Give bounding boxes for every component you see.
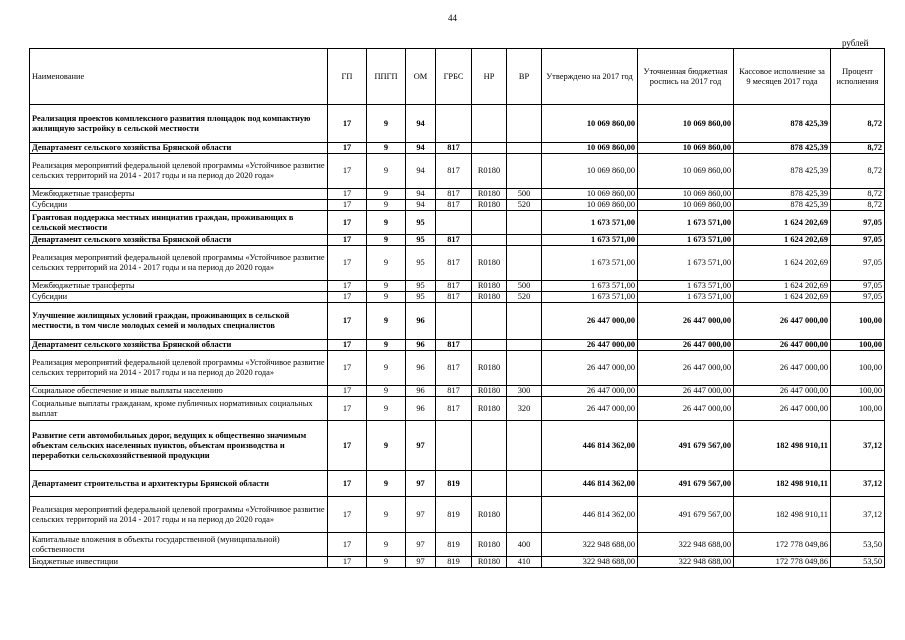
cell-ppgp: 9 [367, 303, 406, 340]
cell-ppgp: 9 [367, 557, 406, 568]
cell-vr: 400 [507, 533, 542, 557]
cell-ppgp: 9 [367, 292, 406, 303]
cell-np: R0180 [472, 200, 507, 211]
cell-name: Департамент сельского хозяйства Брянской области [30, 143, 328, 154]
header-vr: ВР [507, 49, 542, 105]
cell-refined: 1 673 571,00 [638, 211, 734, 235]
cell-ppgp: 9 [367, 211, 406, 235]
table-row [30, 246, 885, 281]
cell-np [472, 105, 507, 143]
cell-name: Социальное обеспечение и иные выплаты населению [30, 386, 328, 397]
cell-ppgp: 9 [367, 471, 406, 497]
cell-refined: 491 679 567,00 [638, 497, 734, 533]
cell-name: Межбюджетные трансферты [30, 281, 328, 292]
cell-gp: 17 [328, 235, 367, 246]
header-gp: ГП [328, 49, 367, 105]
cell-gp: 17 [328, 340, 367, 351]
cell-np: R0180 [472, 351, 507, 386]
cell-percent: 100,00 [831, 351, 885, 386]
cell-percent: 100,00 [831, 397, 885, 421]
cell-om: 97 [406, 533, 436, 557]
cell-vr: 320 [507, 397, 542, 421]
cell-approved: 1 673 571,00 [542, 292, 638, 303]
cell-percent: 8,72 [831, 154, 885, 189]
cell-cash: 1 624 202,69 [734, 246, 831, 281]
cell-vr: 520 [507, 292, 542, 303]
cell-refined: 26 447 000,00 [638, 386, 734, 397]
cell-np: R0180 [472, 246, 507, 281]
cell-name: Капитальные вложения в объекты государственной (муниципальной) собственности [30, 533, 328, 557]
table-row [30, 105, 885, 143]
table-row [30, 200, 885, 211]
cell-percent: 100,00 [831, 340, 885, 351]
cell-grbs: 817 [436, 143, 472, 154]
cell-refined: 322 948 688,00 [638, 557, 734, 568]
cell-percent: 97,05 [831, 246, 885, 281]
cell-vr [507, 105, 542, 143]
table-row [30, 386, 885, 397]
cell-grbs [436, 105, 472, 143]
cell-om: 94 [406, 105, 436, 143]
cell-om: 97 [406, 471, 436, 497]
cell-approved: 10 069 860,00 [542, 189, 638, 200]
cell-ppgp: 9 [367, 154, 406, 189]
cell-percent: 100,00 [831, 303, 885, 340]
cell-vr [507, 143, 542, 154]
cell-grbs: 819 [436, 557, 472, 568]
cell-grbs: 819 [436, 533, 472, 557]
cell-percent: 97,05 [831, 281, 885, 292]
table-row [30, 235, 885, 246]
cell-approved: 26 447 000,00 [542, 386, 638, 397]
cell-np: R0180 [472, 497, 507, 533]
cell-refined: 26 447 000,00 [638, 397, 734, 421]
cell-gp: 17 [328, 200, 367, 211]
cell-approved: 10 069 860,00 [542, 200, 638, 211]
cell-om: 96 [406, 340, 436, 351]
cell-percent: 37,12 [831, 497, 885, 533]
cell-np [472, 421, 507, 471]
header-name: Наименование [30, 49, 328, 105]
cell-vr [507, 497, 542, 533]
cell-grbs: 817 [436, 340, 472, 351]
cell-approved: 10 069 860,00 [542, 143, 638, 154]
cell-name: Реализация мероприятий федеральной целевой программы «Устойчивое развитие сельских территорий на 2014 - 2017 годы и на период до 2020 года» [30, 154, 328, 189]
cell-np [472, 143, 507, 154]
cell-cash: 1 624 202,69 [734, 235, 831, 246]
cell-om: 95 [406, 235, 436, 246]
cell-gp: 17 [328, 557, 367, 568]
cell-gp: 17 [328, 497, 367, 533]
cell-ppgp: 9 [367, 281, 406, 292]
cell-ppgp: 9 [367, 421, 406, 471]
cell-np: R0180 [472, 292, 507, 303]
cell-vr [507, 340, 542, 351]
cell-vr: 520 [507, 200, 542, 211]
cell-percent: 8,72 [831, 189, 885, 200]
header-refined: Уточненная бюджетная роспись на 2017 год [638, 49, 734, 105]
cell-name: Субсидии [30, 292, 328, 303]
cell-grbs: 817 [436, 281, 472, 292]
cell-approved: 1 673 571,00 [542, 281, 638, 292]
cell-np [472, 235, 507, 246]
cell-name: Департамент строительства и архитектуры Брянской области [30, 471, 328, 497]
cell-cash: 26 447 000,00 [734, 351, 831, 386]
cell-approved: 26 447 000,00 [542, 397, 638, 421]
cell-om: 97 [406, 557, 436, 568]
cell-vr [507, 421, 542, 471]
cell-cash: 878 425,39 [734, 105, 831, 143]
cell-vr: 500 [507, 281, 542, 292]
units-label: рублей [842, 38, 869, 48]
table-row [30, 154, 885, 189]
table-row [30, 421, 885, 471]
cell-percent: 37,12 [831, 421, 885, 471]
table-row [30, 397, 885, 421]
table-body [30, 105, 885, 568]
cell-grbs: 817 [436, 246, 472, 281]
cell-om: 96 [406, 303, 436, 340]
cell-gp: 17 [328, 421, 367, 471]
cell-cash: 26 447 000,00 [734, 303, 831, 340]
cell-refined: 10 069 860,00 [638, 143, 734, 154]
cell-percent: 97,05 [831, 292, 885, 303]
cell-om: 94 [406, 143, 436, 154]
cell-cash: 172 778 049,86 [734, 557, 831, 568]
cell-grbs [436, 303, 472, 340]
cell-vr [507, 303, 542, 340]
cell-vr [507, 246, 542, 281]
cell-approved: 1 673 571,00 [542, 211, 638, 235]
cell-vr [507, 235, 542, 246]
cell-percent: 53,50 [831, 533, 885, 557]
cell-grbs: 817 [436, 200, 472, 211]
cell-name: Грантовая поддержка местных инициатив граждан, проживающих в сельской местности [30, 211, 328, 235]
cell-cash: 878 425,39 [734, 154, 831, 189]
cell-grbs: 817 [436, 189, 472, 200]
cell-ppgp: 9 [367, 246, 406, 281]
cell-om: 94 [406, 200, 436, 211]
cell-ppgp: 9 [367, 533, 406, 557]
cell-refined: 26 447 000,00 [638, 351, 734, 386]
cell-gp: 17 [328, 303, 367, 340]
cell-name: Реализация мероприятий федеральной целевой программы «Устойчивое развитие сельских территорий на 2014 - 2017 годы и на период до 2020 года» [30, 351, 328, 386]
cell-percent: 97,05 [831, 235, 885, 246]
cell-name: Межбюджетные трансферты [30, 189, 328, 200]
cell-percent: 8,72 [831, 105, 885, 143]
table-row [30, 292, 885, 303]
cell-name: Социальные выплаты гражданам, кроме публичных нормативных социальных выплат [30, 397, 328, 421]
cell-percent: 37,12 [831, 471, 885, 497]
table-header-row [30, 49, 885, 105]
cell-name: Субсидии [30, 200, 328, 211]
cell-approved: 10 069 860,00 [542, 105, 638, 143]
cell-gp: 17 [328, 105, 367, 143]
cell-np [472, 303, 507, 340]
cell-vr [507, 351, 542, 386]
table-row [30, 303, 885, 340]
cell-om: 95 [406, 246, 436, 281]
cell-grbs: 817 [436, 292, 472, 303]
table-row [30, 340, 885, 351]
cell-ppgp: 9 [367, 235, 406, 246]
table-row [30, 533, 885, 557]
cell-gp: 17 [328, 143, 367, 154]
cell-vr [507, 154, 542, 189]
cell-gp: 17 [328, 397, 367, 421]
cell-cash: 878 425,39 [734, 200, 831, 211]
table-row [30, 557, 885, 568]
cell-approved: 1 673 571,00 [542, 235, 638, 246]
cell-gp: 17 [328, 189, 367, 200]
cell-np [472, 211, 507, 235]
page-number: 44 [448, 13, 457, 23]
cell-cash: 1 624 202,69 [734, 211, 831, 235]
cell-name: Развитие сети автомобильных дорог, ведущих к общественно значимым объектам сельских населенных пунктов, объектам производства и переработки сельскохозяйственной продукции [30, 421, 328, 471]
cell-om: 94 [406, 189, 436, 200]
cell-np: R0180 [472, 557, 507, 568]
cell-name: Бюджетные инвестиции [30, 557, 328, 568]
cell-vr: 410 [507, 557, 542, 568]
cell-np: R0180 [472, 533, 507, 557]
cell-refined: 10 069 860,00 [638, 189, 734, 200]
cell-np: R0180 [472, 189, 507, 200]
cell-gp: 17 [328, 292, 367, 303]
cell-gp: 17 [328, 211, 367, 235]
cell-cash: 172 778 049,86 [734, 533, 831, 557]
cell-name: Департамент сельского хозяйства Брянской области [30, 340, 328, 351]
cell-approved: 446 814 362,00 [542, 421, 638, 471]
cell-approved: 10 069 860,00 [542, 154, 638, 189]
cell-om: 96 [406, 386, 436, 397]
cell-gp: 17 [328, 246, 367, 281]
cell-percent: 97,05 [831, 211, 885, 235]
cell-cash: 26 447 000,00 [734, 340, 831, 351]
cell-om: 97 [406, 497, 436, 533]
header-om: ОМ [406, 49, 436, 105]
cell-refined: 26 447 000,00 [638, 303, 734, 340]
cell-np: R0180 [472, 281, 507, 292]
cell-refined: 10 069 860,00 [638, 200, 734, 211]
cell-cash: 878 425,39 [734, 143, 831, 154]
cell-approved: 26 447 000,00 [542, 351, 638, 386]
cell-cash: 26 447 000,00 [734, 386, 831, 397]
cell-refined: 322 948 688,00 [638, 533, 734, 557]
cell-ppgp: 9 [367, 397, 406, 421]
cell-np: R0180 [472, 386, 507, 397]
cell-name: Улучшение жилищных условий граждан, проживающих в сельской местности, в том числе молодых семей и молодых специалистов [30, 303, 328, 340]
cell-percent: 53,50 [831, 557, 885, 568]
cell-om: 97 [406, 421, 436, 471]
cell-refined: 10 069 860,00 [638, 154, 734, 189]
cell-cash: 182 498 910,11 [734, 497, 831, 533]
cell-cash: 1 624 202,69 [734, 292, 831, 303]
budget-table [29, 48, 885, 568]
table-row [30, 471, 885, 497]
cell-refined: 26 447 000,00 [638, 340, 734, 351]
cell-ppgp: 9 [367, 386, 406, 397]
cell-ppgp: 9 [367, 497, 406, 533]
cell-refined: 1 673 571,00 [638, 292, 734, 303]
cell-grbs: 817 [436, 397, 472, 421]
cell-ppgp: 9 [367, 143, 406, 154]
cell-name: Реализация мероприятий федеральной целевой программы «Устойчивое развитие сельских территорий на 2014 - 2017 годы и на период до 2020 года» [30, 497, 328, 533]
cell-om: 96 [406, 397, 436, 421]
cell-ppgp: 9 [367, 200, 406, 211]
cell-refined: 1 673 571,00 [638, 235, 734, 246]
cell-grbs: 819 [436, 497, 472, 533]
cell-vr: 500 [507, 189, 542, 200]
cell-om: 94 [406, 154, 436, 189]
cell-approved: 26 447 000,00 [542, 303, 638, 340]
cell-approved: 446 814 362,00 [542, 497, 638, 533]
cell-cash: 878 425,39 [734, 189, 831, 200]
cell-vr [507, 471, 542, 497]
header-cash: Кассовое исполнение за 9 месяцев 2017 года [734, 49, 831, 105]
cell-om: 95 [406, 292, 436, 303]
cell-gp: 17 [328, 281, 367, 292]
cell-approved: 1 673 571,00 [542, 246, 638, 281]
header-grbs: ГРБС [436, 49, 472, 105]
cell-grbs: 819 [436, 471, 472, 497]
table-row [30, 497, 885, 533]
cell-percent: 8,72 [831, 143, 885, 154]
cell-name: Реализация мероприятий федеральной целевой программы «Устойчивое развитие сельских территорий на 2014 - 2017 годы и на период до 2020 года» [30, 246, 328, 281]
cell-gp: 17 [328, 154, 367, 189]
cell-grbs: 817 [436, 235, 472, 246]
cell-gp: 17 [328, 471, 367, 497]
cell-grbs [436, 421, 472, 471]
cell-ppgp: 9 [367, 105, 406, 143]
cell-om: 95 [406, 281, 436, 292]
cell-np [472, 340, 507, 351]
cell-grbs: 817 [436, 351, 472, 386]
table-row [30, 351, 885, 386]
cell-approved: 446 814 362,00 [542, 471, 638, 497]
cell-percent: 8,72 [831, 200, 885, 211]
cell-approved: 322 948 688,00 [542, 533, 638, 557]
cell-ppgp: 9 [367, 189, 406, 200]
cell-np: R0180 [472, 154, 507, 189]
cell-grbs: 817 [436, 386, 472, 397]
cell-approved: 322 948 688,00 [542, 557, 638, 568]
cell-refined: 491 679 567,00 [638, 471, 734, 497]
cell-ppgp: 9 [367, 340, 406, 351]
cell-grbs: 817 [436, 154, 472, 189]
cell-name: Департамент сельского хозяйства Брянской области [30, 235, 328, 246]
cell-cash: 26 447 000,00 [734, 397, 831, 421]
cell-om: 95 [406, 211, 436, 235]
cell-om: 96 [406, 351, 436, 386]
cell-cash: 182 498 910,11 [734, 421, 831, 471]
cell-name: Реализация проектов комплексного развития площадок под компактную жилищную застройку в сельской местности [30, 105, 328, 143]
table-row [30, 211, 885, 235]
header-ppgp: ППГП [367, 49, 406, 105]
cell-np: R0180 [472, 397, 507, 421]
cell-vr [507, 211, 542, 235]
cell-gp: 17 [328, 351, 367, 386]
table-row [30, 143, 885, 154]
header-percent: Процент исполнения [831, 49, 885, 105]
cell-refined: 10 069 860,00 [638, 105, 734, 143]
table-row [30, 189, 885, 200]
header-np: НР [472, 49, 507, 105]
cell-cash: 182 498 910,11 [734, 471, 831, 497]
header-approved: Утверждено на 2017 год [542, 49, 638, 105]
table-row [30, 281, 885, 292]
cell-gp: 17 [328, 533, 367, 557]
cell-vr: 300 [507, 386, 542, 397]
cell-grbs [436, 211, 472, 235]
cell-cash: 1 624 202,69 [734, 281, 831, 292]
cell-gp: 17 [328, 386, 367, 397]
cell-percent: 100,00 [831, 386, 885, 397]
cell-refined: 1 673 571,00 [638, 246, 734, 281]
cell-np [472, 471, 507, 497]
cell-refined: 491 679 567,00 [638, 421, 734, 471]
cell-ppgp: 9 [367, 351, 406, 386]
cell-refined: 1 673 571,00 [638, 281, 734, 292]
cell-approved: 26 447 000,00 [542, 340, 638, 351]
